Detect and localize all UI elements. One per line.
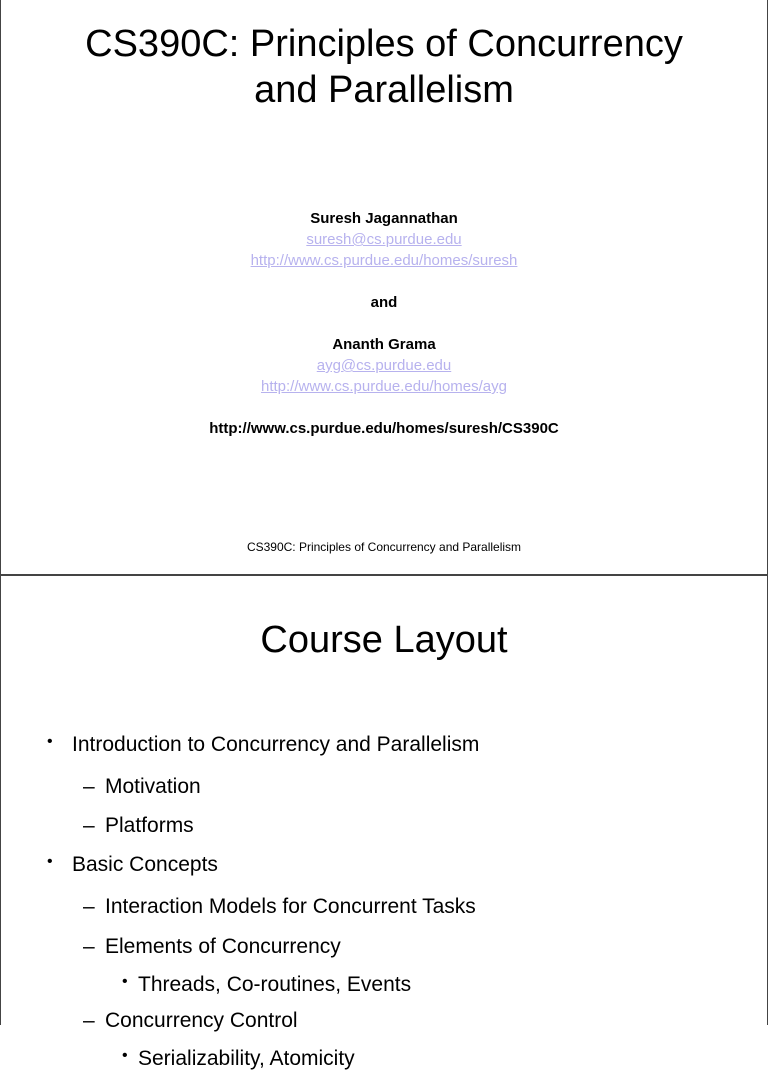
outline-item-text: Serializability, Atomicity <box>138 1047 355 1070</box>
outline-item-level-2 <box>1 895 476 919</box>
slide-title: Course Layout <box>260 619 508 661</box>
slide-footer: CS390C: Principles of Concurrency and Parallelism <box>246 540 522 554</box>
outline-item-text: Interaction Models for Concurrent Tasks <box>105 895 476 918</box>
slide-title <box>1 22 767 113</box>
sub-bullet-marker: • <box>122 1047 128 1064</box>
outline-item-text: Threads, Co-routines, Events <box>138 973 412 996</box>
and-separator: and <box>370 294 398 311</box>
outline-item-level-2 <box>1 935 341 959</box>
outline-item-text: Basic Concepts <box>72 853 218 876</box>
title-line-1: CS390C: Principles of Concurrency <box>85 23 683 65</box>
title-line-2: and Parallelism <box>254 68 514 111</box>
course-layout-slide <box>0 575 768 1070</box>
dash-marker: – <box>83 1009 95 1032</box>
outline-item-level-2 <box>1 1009 298 1033</box>
outline-item-level-3 <box>1 1047 355 1071</box>
outline-item-level-2 <box>1 775 201 799</box>
author-name-grama: Ananth Grama <box>332 336 436 353</box>
dash-marker: – <box>83 935 95 958</box>
dash-marker: – <box>83 814 95 837</box>
outline-item-text: Concurrency Control <box>105 1009 298 1032</box>
author-name-jagannathan: Suresh Jagannathan <box>310 210 458 227</box>
author-email-link-jagannathan[interactable]: suresh@cs.purdue.edu <box>306 231 462 248</box>
dash-marker: – <box>83 775 95 798</box>
outline-item-level-2 <box>1 814 194 838</box>
outline-item-text: Introduction to Concurrency and Parallelism <box>72 733 480 756</box>
outline-item-text: Platforms <box>105 814 194 837</box>
outline-item-level-3 <box>1 973 411 997</box>
outline-item-text: Elements of Concurrency <box>105 935 341 958</box>
course-url: http://www.cs.purdue.edu/homes/suresh/CS390C <box>209 420 559 437</box>
bullet-marker: • <box>47 733 53 750</box>
author-homepage-link-jagannathan[interactable]: http://www.cs.purdue.edu/homes/suresh <box>250 252 518 269</box>
author-block <box>1 208 767 439</box>
sub-bullet-marker: • <box>122 973 128 990</box>
outline-item-level-1 <box>1 733 479 757</box>
outline-item-level-1 <box>1 853 218 877</box>
dash-marker: – <box>83 895 95 918</box>
bullet-marker: • <box>47 853 53 870</box>
author-email-link-grama[interactable]: ayg@cs.purdue.edu <box>316 357 452 374</box>
author-homepage-link-grama[interactable]: http://www.cs.purdue.edu/homes/ayg <box>261 378 507 395</box>
outline-item-text: Motivation <box>105 775 201 798</box>
